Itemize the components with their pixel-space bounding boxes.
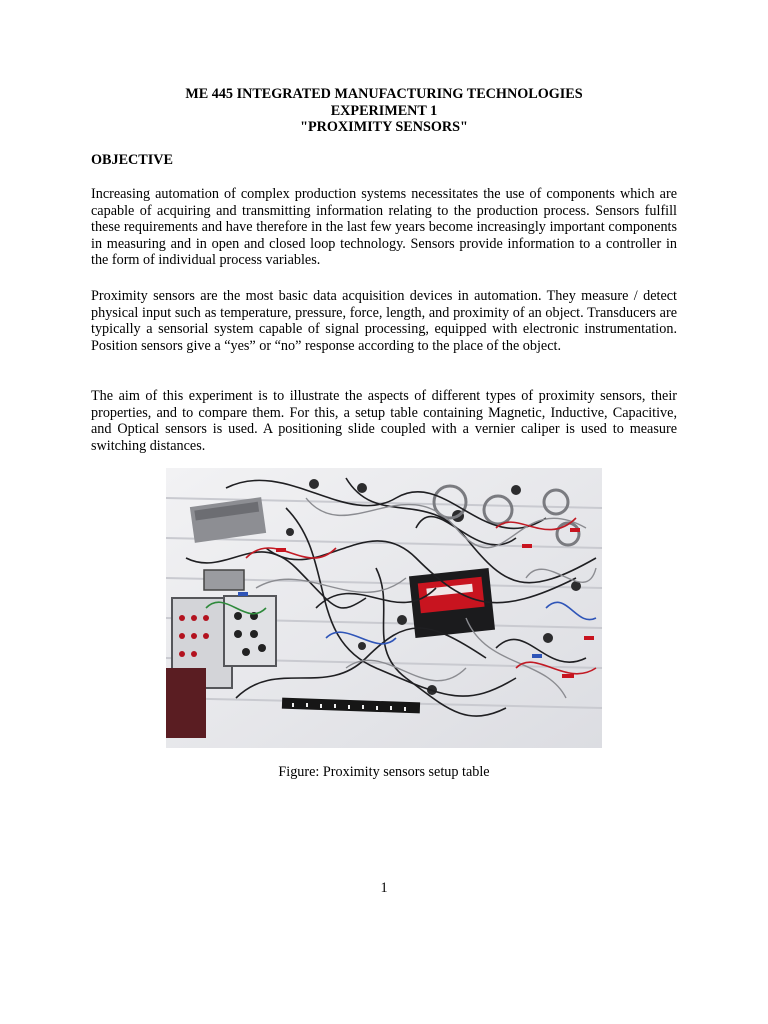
objective-heading: OBJECTIVE [91,152,173,168]
title-course-line: ME 445 INTEGRATED MANUFACTURING TECHNOLOGIES [185,86,583,102]
page-number: 1 [380,880,388,896]
title-experiment-line: EXPERIMENT 1 [330,102,438,119]
setup-table-photo [166,468,602,748]
paragraph-proximity-sensors: Proximity sensors are the most basic data acquisition devices in automation. They measure / detect physical input such as temperature, pressure, force, length, and proximity of an object. Transducers are typically a sensorial system capable of signal processing, equipped with electronic instrumentation. Position sensors give a “yes” or “no” response according to the place of the object. [91,288,677,354]
paragraph-automation: Increasing automation of complex production systems necessitates the use of components which are capable of acquiring and transmitting information relating to the production process. Sensors fulfill these requirements and have therefore in the last few years become increasingly important components in measuring and in open and closed loop technology. Sensors provide information to a controller in the form of individual process variables. [91,186,677,269]
paragraph-experiment-aim: The aim of this experiment is to illustrate the aspects of different types of proximity sensors, their properties, and to compare them. For this, a setup table containing Magnetic, Inductive, Capacitive, and Optical sensors is used. A positioning slide coupled with a vernier caliper is used to measure switching distances. [91,388,677,454]
document-title [0,86,768,136]
title-topic-line: "PROXIMITY SENSORS" [300,119,468,135]
figure-caption: Figure: Proximity sensors setup table [278,764,490,780]
